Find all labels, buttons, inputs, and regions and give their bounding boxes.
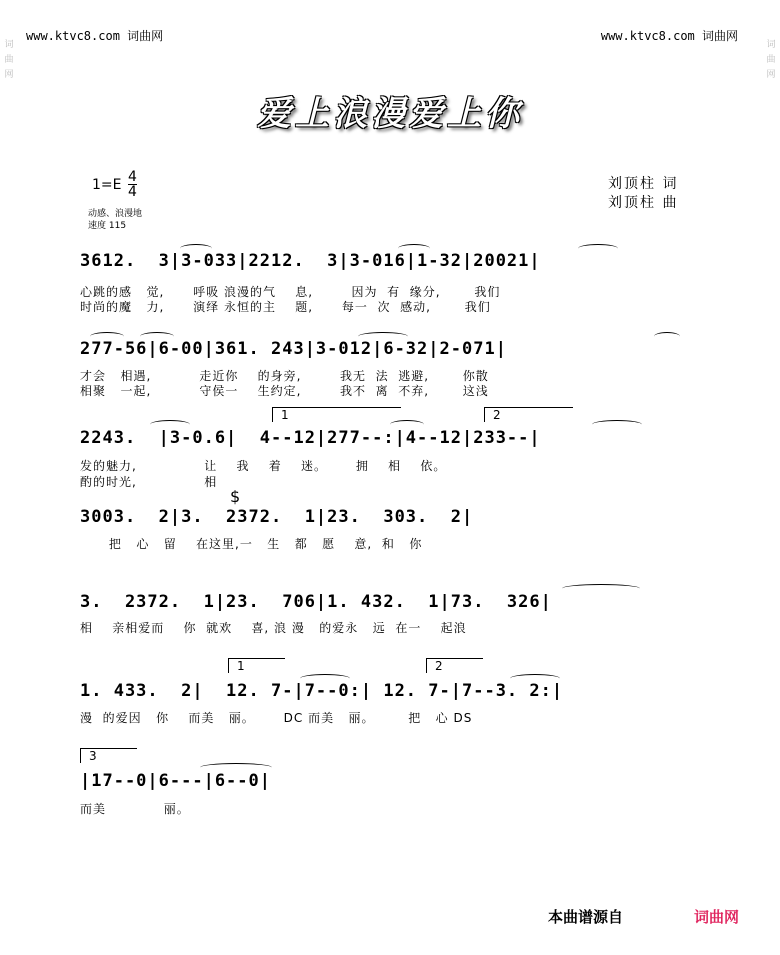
header-left-site: www.ktvc8.com 词曲网 <box>26 29 164 43</box>
slur-mark <box>562 584 640 593</box>
footer-source-label: 本曲谱源自 <box>548 908 624 926</box>
volta-number: 3 <box>89 749 97 763</box>
meter-top: 4 <box>128 169 137 185</box>
side-watermark-right <box>764 40 778 85</box>
side-mark-char: 词 <box>4 40 14 50</box>
slur-mark <box>578 244 618 253</box>
lyric-line-verse1: 漫 的爱因 你 而美 丽。 DC 而美 丽。 把 心 DS <box>80 711 473 725</box>
lyric-line-verse1: 相 亲相爱而 你 就欢 喜, 浪 漫 的爱永 远 在一 起浪 <box>80 621 467 635</box>
side-mark-char: 词 <box>766 40 776 50</box>
lyric-line-verse2: 相聚 一起, 守侯一 生约定, 我不 离 不弃, 这浅 <box>80 384 489 398</box>
side-mark-char: 曲 <box>4 55 14 65</box>
volta-bracket <box>228 658 285 673</box>
notation-line: 3612. 3|3-033|2212. 3|3-016|1-32|20021| <box>80 251 541 271</box>
lyric-line-verse2: 酌的时光, 相 <box>80 475 218 489</box>
volta-bracket <box>272 407 401 422</box>
volta-bracket <box>484 407 573 422</box>
tempo-marking <box>88 208 142 232</box>
side-mark-char: 网 <box>766 70 776 80</box>
tempo-style: 动感、浪漫地 <box>88 209 143 219</box>
lyric-line-verse1: 而美 丽。 <box>80 802 190 816</box>
song-title: 爱上浪漫爱上你 <box>257 94 523 134</box>
composer: 刘顶柱 曲 <box>608 195 679 211</box>
lyric-line-verse1: 发的魅力, 让 我 着 迷。 拥 相 依。 <box>80 459 447 473</box>
notation-line: 277-56|6-00|361. 243|3-012|6-32|2-071| <box>80 339 507 359</box>
notation-line: |17--0|6---|6--0| <box>80 771 271 791</box>
volta-number: 1 <box>237 659 245 673</box>
credits <box>608 175 678 213</box>
notation-line: 2243. |3-0.6| 4--12|277--:|4--12|233--| <box>80 428 541 448</box>
tempo-speed: 速度 115 <box>88 221 127 231</box>
slur-mark <box>592 420 642 429</box>
volta-number: 1 <box>281 408 289 422</box>
side-mark-char: 网 <box>4 70 14 80</box>
volta-number: 2 <box>435 659 443 673</box>
meter-bottom: 4 <box>128 184 137 200</box>
volta-bracket <box>426 658 483 673</box>
notation-line: 1. 433. 2| 12. 7-|7--0:| 12. 7-|7--3. 2:| <box>80 681 564 701</box>
slur-mark <box>654 332 680 341</box>
lyric-line-verse1: 心跳的感 觉, 呼吸 浪漫的气 息, 因为 有 缘分, 我们 <box>80 285 501 299</box>
key-signature: 1=E <box>92 177 122 193</box>
segno-sign: $ <box>230 487 241 506</box>
side-mark-char: 曲 <box>766 55 776 65</box>
side-watermark-left <box>2 40 16 85</box>
time-signature <box>128 170 137 199</box>
notation-line: 3003. 2|3. 2372. 1|23. 303. 2| <box>80 507 474 527</box>
notation-line: 3. 2372. 1|23. 706|1. 432. 1|73. 326| <box>80 592 552 612</box>
lyric-line-verse1: 把 心 留 在这里,一 生 都 愿 意, 和 你 <box>80 537 423 551</box>
volta-number: 2 <box>493 408 501 422</box>
volta-bracket <box>80 748 137 763</box>
lyric-line-verse1: 才会 相遇, 走近你 的身旁, 我无 法 逃避, 你散 <box>80 369 489 383</box>
footer-site-link[interactable]: 词曲网 <box>694 908 740 926</box>
lyric-line-verse2: 时尚的魔 力, 演绎 永恒的主 题, 每一 次 感动, 我们 <box>80 300 491 314</box>
lyricist: 刘顶柱 词 <box>608 176 679 192</box>
header-right-site: www.ktvc8.com 词曲网 <box>600 29 738 43</box>
